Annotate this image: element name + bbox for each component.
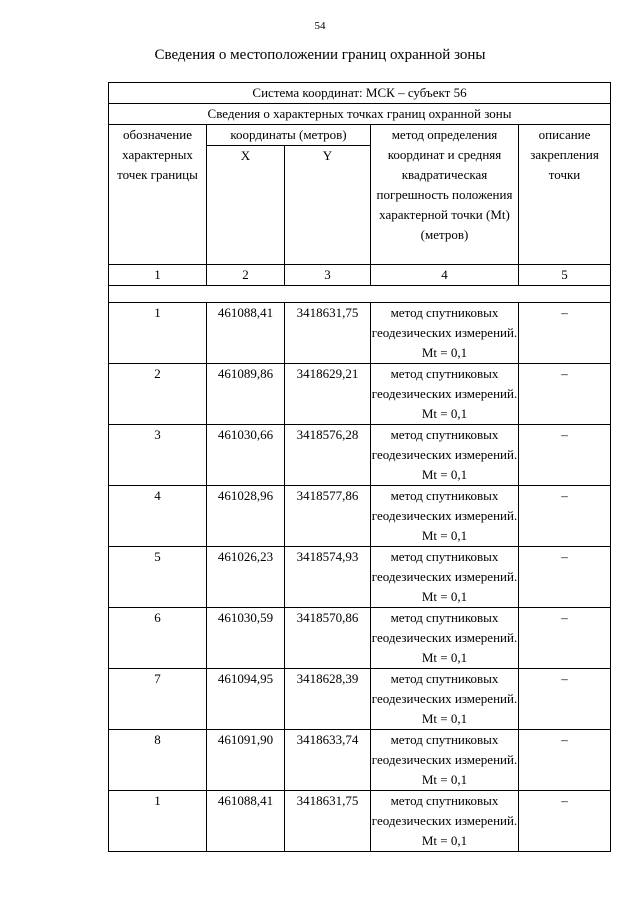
description-cell: – bbox=[519, 547, 611, 608]
table-row bbox=[109, 303, 611, 364]
column-number: 2 bbox=[207, 265, 285, 286]
point-cell: 8 bbox=[109, 730, 207, 791]
table-row bbox=[109, 791, 611, 852]
point-cell: 3 bbox=[109, 425, 207, 486]
y-coordinate-cell: 3418574,93 bbox=[285, 547, 371, 608]
column-number: 4 bbox=[371, 265, 519, 286]
x-coordinate-cell: 461088,41 bbox=[207, 303, 285, 364]
method-cell: метод спутниковых геодезических измерений. Mt = 0,1 bbox=[371, 425, 519, 486]
table-row bbox=[109, 364, 611, 425]
description-cell: – bbox=[519, 791, 611, 852]
table-row bbox=[109, 730, 611, 791]
header-row-1 bbox=[109, 125, 611, 146]
point-cell: 7 bbox=[109, 669, 207, 730]
y-coordinate-cell: 3418570,86 bbox=[285, 608, 371, 669]
y-coordinate-cell: 3418628,39 bbox=[285, 669, 371, 730]
method-cell: метод спутниковых геодезических измерений. Mt = 0,1 bbox=[371, 730, 519, 791]
x-coordinate-cell: 461091,90 bbox=[207, 730, 285, 791]
point-cell: 1 bbox=[109, 791, 207, 852]
table-row bbox=[109, 669, 611, 730]
x-coordinate-cell: 461089,86 bbox=[207, 364, 285, 425]
table-row bbox=[109, 547, 611, 608]
description-cell: – bbox=[519, 669, 611, 730]
x-coordinate-cell: 461088,41 bbox=[207, 791, 285, 852]
y-coordinate-cell: 3418631,75 bbox=[285, 303, 371, 364]
x-coordinate-cell: 461094,95 bbox=[207, 669, 285, 730]
point-cell: 2 bbox=[109, 364, 207, 425]
description-cell: – bbox=[519, 364, 611, 425]
y-coordinate-cell: 3418576,28 bbox=[285, 425, 371, 486]
method-cell: метод спутниковых геодезических измерений. Mt = 0,1 bbox=[371, 608, 519, 669]
y-coordinate-cell: 3418629,21 bbox=[285, 364, 371, 425]
document-title: Сведения о местоположении границ охранной зоны bbox=[154, 47, 486, 63]
header-y: Y bbox=[285, 146, 371, 265]
method-cell: метод спутниковых геодезических измерений. Mt = 0,1 bbox=[371, 547, 519, 608]
y-coordinate-cell: 3418633,74 bbox=[285, 730, 371, 791]
empty-cell bbox=[109, 286, 611, 303]
x-coordinate-cell: 461026,23 bbox=[207, 547, 285, 608]
point-cell: 6 bbox=[109, 608, 207, 669]
column-number: 3 bbox=[285, 265, 371, 286]
table-row bbox=[109, 608, 611, 669]
description-cell: – bbox=[519, 608, 611, 669]
table-row bbox=[109, 486, 611, 547]
x-coordinate-cell: 461030,59 bbox=[207, 608, 285, 669]
method-cell: метод спутниковых геодезических измерений. Mt = 0,1 bbox=[371, 364, 519, 425]
table-row bbox=[109, 425, 611, 486]
description-cell: – bbox=[519, 425, 611, 486]
points-info-cell: Сведения о характерных точках границ охранной зоны bbox=[109, 104, 611, 125]
column-numbers-row bbox=[109, 265, 611, 286]
header-designation: обозначение характерных точек границы bbox=[109, 125, 207, 265]
x-coordinate-cell: 461030,66 bbox=[207, 425, 285, 486]
header-coordinates: координаты (метров) bbox=[207, 125, 371, 146]
page-number: 54 bbox=[314, 20, 326, 32]
point-cell: 1 bbox=[109, 303, 207, 364]
method-cell: метод спутниковых геодезических измерений. Mt = 0,1 bbox=[371, 669, 519, 730]
point-cell: 4 bbox=[109, 486, 207, 547]
description-cell: – bbox=[519, 730, 611, 791]
method-cell: метод спутниковых геодезических измерений. Mt = 0,1 bbox=[371, 486, 519, 547]
description-cell: – bbox=[519, 303, 611, 364]
column-number: 1 bbox=[109, 265, 207, 286]
header-method: метод определения координат и средняя квадратическая погрешность положения характерной точки (Mt) (метров) bbox=[371, 125, 519, 265]
method-cell: метод спутниковых геодезических измерений. Mt = 0,1 bbox=[371, 303, 519, 364]
points-info-row bbox=[109, 104, 611, 125]
x-coordinate-cell: 461028,96 bbox=[207, 486, 285, 547]
description-cell: – bbox=[519, 486, 611, 547]
header-x: X bbox=[207, 146, 285, 265]
header-description: описание закрепления точки bbox=[519, 125, 611, 265]
boundary-points-table bbox=[108, 82, 611, 852]
coordinate-system-row bbox=[109, 83, 611, 104]
y-coordinate-cell: 3418577,86 bbox=[285, 486, 371, 547]
point-cell: 5 bbox=[109, 547, 207, 608]
method-cell: метод спутниковых геодезических измерений. Mt = 0,1 bbox=[371, 791, 519, 852]
empty-row bbox=[109, 286, 611, 303]
coordinate-system-cell: Система координат: МСК – субъект 56 bbox=[109, 83, 611, 104]
y-coordinate-cell: 3418631,75 bbox=[285, 791, 371, 852]
column-number: 5 bbox=[519, 265, 611, 286]
